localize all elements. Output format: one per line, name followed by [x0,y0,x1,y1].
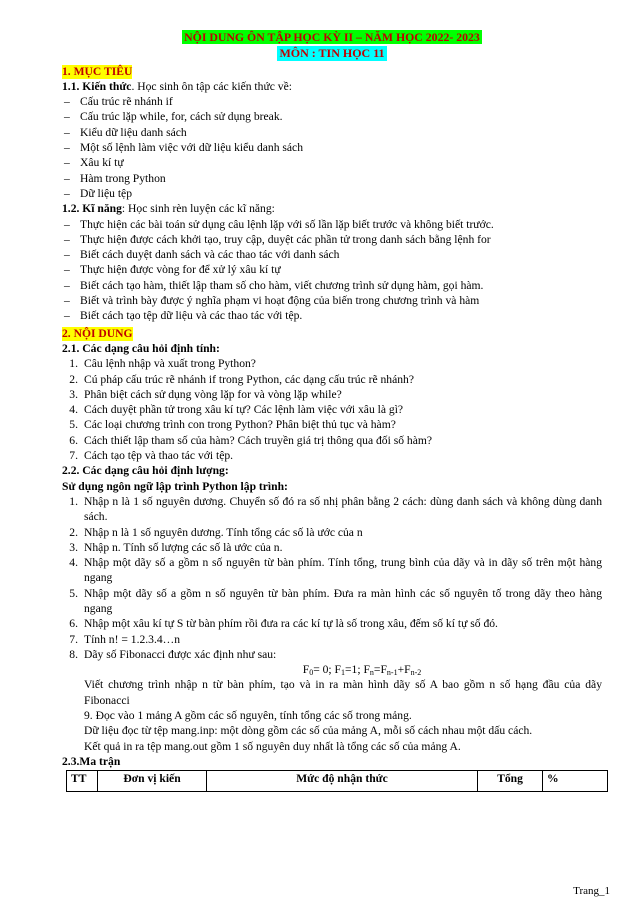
skill-item: – Biết cách tạo tệp dữ liệu và các thao tác với tệp. [64,309,303,323]
subject-title: MÔN : TIN HỌC 11 [279,46,385,61]
knowledge-item: – Dữ liệu tệp [64,186,133,200]
knowledge-item: – Kiểu dữ liệu danh sách [64,125,187,139]
problem-item: 2. Nhập n là 1 số nguyên dương. Tính tổng các số là ước của n [69,525,363,539]
knowledge-item: – Một số lệnh làm việc với dữ liệu kiểu danh sách [64,141,303,155]
skill-item: – Biết và trình bày được ý nghĩa phạm vi hoạt động của biến trong chương trình và hàm [64,294,480,308]
skill-item: – Biết cách duyệt danh sách và các thao tác với danh sách [64,248,340,262]
qualitative-heading: 2.1. Các dạng câu hỏi định tính: [62,341,220,355]
matrix-col-unit: Đơn vị kiến [98,771,207,792]
matrix-col-percent: % [543,771,608,792]
section-content-heading: 2. NỘI DUNG [62,326,133,340]
question-item: 1. Câu lệnh nhập và xuất trong Python? [69,357,256,371]
skill-item: – Biết cách tạo hàm, thiết lập tham số cho hàm, viết chương trình sử dụng hàm, gọi hàm. [64,278,484,292]
question-item: 7. Cách tạo tệp và thao tác với tệp. [69,449,234,463]
fibonacci-formula: $F_0= 0$; $F_1=1$; $F_n=F_{n-1}+F_{n-2}$ [302,663,422,678]
problems-list [62,494,602,662]
document-page [62,30,602,792]
page-number: Trang_1 [573,885,610,897]
knowledge-item: – Cấu trúc lặp while, for, cách sử dụng break. [64,110,283,124]
document-title: NỘI DUNG ÔN TẬP HỌC KỲ II – NĂM HỌC 2022- 2023 [184,30,480,44]
skill-item: – Thực hiện các bài toán sử dụng câu lệnh lặp với số lần lặp biết trước và không biết trước. [64,217,494,231]
questions-list [62,356,602,463]
fibonacci-task: Viết chương trình nhập n từ bàn phím, tạo và in ra màn hình dãy số A bao gồm n số hạng đầu của dãy Fibonacci [84,678,602,707]
problem-item: 6. Nhập một xâu kí tự S từ bàn phím rồi đưa ra các kí tự là số trong xâu, đếm số kí tự số đó. [69,617,498,631]
knowledge-intro: 1.1. Kiến thức. Học sinh ôn tập các kiến thức về: [62,79,292,93]
programming-subheading: Sử dụng ngôn ngữ lập trình Python lập trình: [62,479,288,493]
skill-item: – Thực hiện được cách khởi tạo, truy cập, duyệt các phần tử trong danh sách bằng lệnh for [64,232,491,246]
problem-9: 9. Đọc vào 1 mảng A gồm các số nguyên, tính tổng các số trong mảng. [84,709,412,723]
problem-item: 3. Nhập n. Tính số lượng các số là ước của n. [69,540,283,554]
matrix-col-tt: TT [67,771,98,792]
quantitative-heading: 2.2. Các dạng câu hỏi định lượng: [62,464,229,478]
knowledge-item: – Hàm trong Python [64,171,166,185]
problem-item: 8. Dãy số Fibonacci được xác định như sau: [69,647,277,661]
matrix-table [66,770,608,792]
question-item: 3. Phân biệt cách sử dụng vòng lặp for và vòng lặp while? [69,387,342,401]
problem-9-input: Dữ liệu đọc từ tệp mang.inp: một dòng gồm các số của mảng A, mỗi số cách nhau một dấu cách. [84,724,533,738]
knowledge-item: – Cấu trúc rẽ nhánh if [64,95,173,109]
problem-item: 7. Tính n! = 1.2.3.4…n [69,632,181,646]
skills-list [62,217,602,324]
matrix-col-level: Mức độ nhận thức [207,771,478,792]
knowledge-item: – Xâu kí tự [64,156,124,170]
matrix-heading: 2.3.Ma trận [62,754,121,768]
section-objectives-heading: 1. MỤC TIÊU [62,64,133,78]
matrix-col-total: Tổng [478,771,543,792]
problem-item: 1. Nhập n là 1 số nguyên dương. Chuyển số đó ra số nhị phân bằng 2 cách: dùng danh sách và không dùng danh sách. [69,494,602,524]
title-block [62,30,602,62]
problem-item: 5. Nhập một dãy số a gồm n số nguyên từ bàn phím. Đưa ra màn hình các số nguyên tố trong dãy theo hàng ngang [69,586,602,615]
question-item: 4. Cách duyệt phần tử trong xâu kí tự? Các lệnh làm việc với xâu là gì? [69,403,404,417]
problem-item: 4. Nhập một dãy số a gồm n số nguyên từ bàn phím. Tính tổng, trung bình của dãy và in dãy số trên một hàng ngang [69,556,602,585]
question-item: 6. Cách thiết lập tham số của hàm? Cách truyền giá trị thông qua đối số hàm? [69,433,433,447]
skills-intro: 1.2. Kĩ năng: Học sinh rèn luyện các kĩ năng: [62,202,275,216]
question-item: 5. Các loại chương trình con trong Python? Phân biệt thủ tục và hàm? [69,418,396,432]
question-item: 2. Cú pháp cấu trúc rẽ nhánh if trong Python, các dạng cấu trúc rẽ nhánh? [69,372,414,386]
knowledge-list [62,94,602,201]
matrix-header-row [67,771,608,792]
skill-item: – Thực hiện được vòng for để xử lý xâu kí tự [64,263,281,277]
problem-9-output: Kết quả in ra tệp mang.out gồm 1 số nguyên duy nhất là tổng các số của mảng A. [84,739,461,753]
